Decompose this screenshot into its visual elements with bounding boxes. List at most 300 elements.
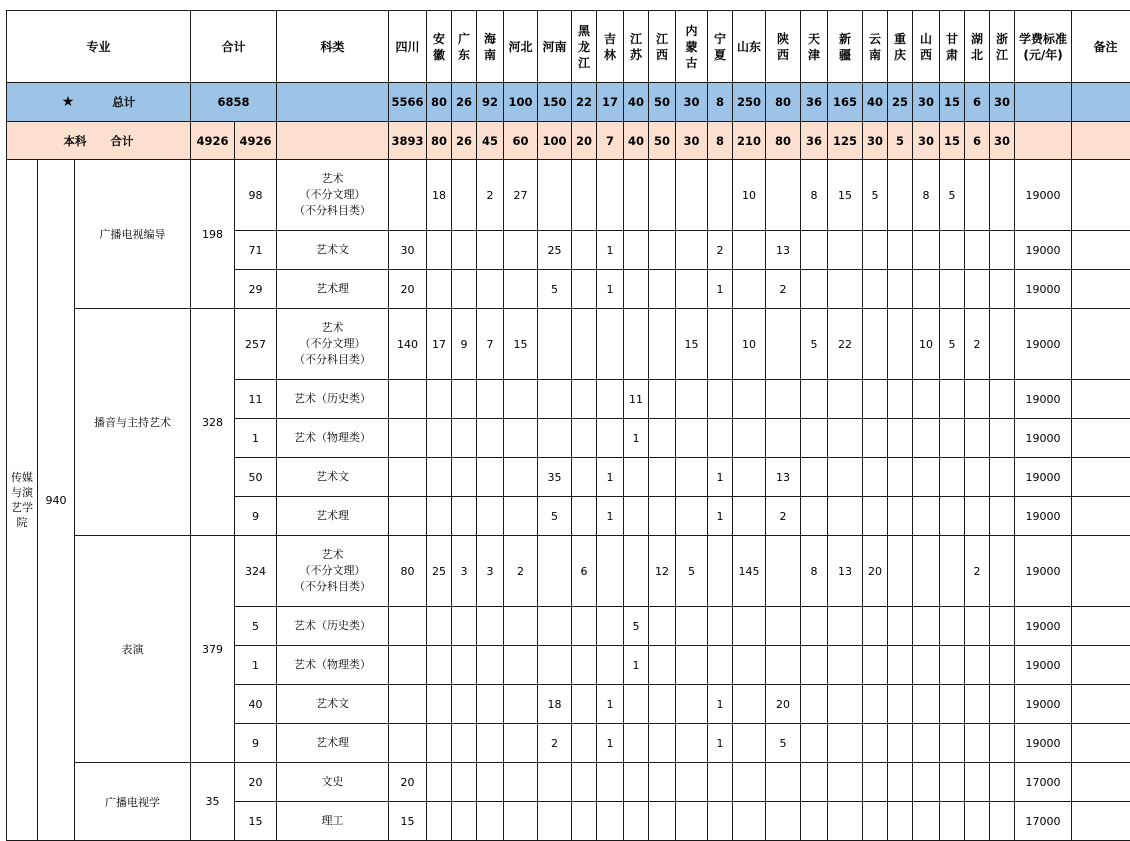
remark-cell bbox=[1072, 122, 1130, 160]
province-value bbox=[913, 231, 940, 270]
header-province-label: 湖北 bbox=[971, 31, 984, 62]
province-value bbox=[572, 763, 597, 802]
undergrad-label-1: 本科 bbox=[63, 133, 87, 148]
province-value bbox=[676, 270, 708, 309]
province-value bbox=[965, 497, 990, 536]
province-value: 18 bbox=[538, 685, 572, 724]
province-value bbox=[452, 380, 477, 419]
province-value bbox=[676, 607, 708, 646]
grand-total-row bbox=[7, 83, 1130, 122]
province-value: 50 bbox=[649, 122, 676, 160]
province-value: 40 bbox=[863, 83, 888, 122]
header-province bbox=[965, 11, 990, 83]
province-value bbox=[708, 419, 733, 458]
header-province-label: 安徽 bbox=[433, 31, 446, 62]
province-value bbox=[538, 160, 572, 231]
province-value bbox=[990, 419, 1015, 458]
province-value bbox=[940, 724, 965, 763]
province-value bbox=[649, 497, 676, 536]
province-value: 3893 bbox=[389, 122, 427, 160]
header-total: 合计 bbox=[191, 11, 277, 83]
fee-cell: 19000 bbox=[1015, 646, 1072, 685]
table-row bbox=[7, 536, 1130, 607]
province-value bbox=[888, 607, 913, 646]
province-value: 26 bbox=[452, 122, 477, 160]
header-province-label: 海南 bbox=[484, 31, 497, 62]
province-value bbox=[389, 724, 427, 763]
province-value bbox=[624, 724, 649, 763]
province-value bbox=[990, 536, 1015, 607]
province-value bbox=[649, 646, 676, 685]
table-row bbox=[7, 160, 1130, 231]
province-value bbox=[649, 419, 676, 458]
province-value bbox=[504, 724, 538, 763]
province-value: 25 bbox=[888, 83, 913, 122]
province-value bbox=[676, 497, 708, 536]
province-value: 9 bbox=[452, 309, 477, 380]
province-value bbox=[801, 607, 828, 646]
province-value: 17 bbox=[427, 309, 452, 380]
category-cell: 艺术 （不分文理） （不分科目类） bbox=[277, 309, 389, 380]
province-value bbox=[766, 607, 801, 646]
province-value: 20 bbox=[766, 685, 801, 724]
province-value bbox=[708, 802, 733, 841]
province-value: 80 bbox=[766, 83, 801, 122]
header-province-label: 河南 bbox=[542, 39, 567, 54]
remark-cell bbox=[1072, 419, 1130, 458]
province-value: 1 bbox=[597, 724, 624, 763]
province-value bbox=[990, 763, 1015, 802]
remark-cell bbox=[1072, 724, 1130, 763]
row-count: 257 bbox=[235, 309, 277, 380]
province-value bbox=[863, 458, 888, 497]
province-value bbox=[504, 685, 538, 724]
province-value bbox=[888, 458, 913, 497]
province-value bbox=[965, 160, 990, 231]
province-value bbox=[427, 380, 452, 419]
province-value bbox=[990, 497, 1015, 536]
province-value: 100 bbox=[504, 83, 538, 122]
province-value bbox=[597, 419, 624, 458]
province-value: 1 bbox=[597, 497, 624, 536]
province-value: 2 bbox=[477, 160, 504, 231]
province-value bbox=[990, 607, 1015, 646]
province-value bbox=[965, 380, 990, 419]
undergrad-sum-2: 4926 bbox=[235, 122, 277, 160]
province-value bbox=[801, 458, 828, 497]
province-value: 45 bbox=[477, 122, 504, 160]
province-value bbox=[913, 419, 940, 458]
fee-cell: 17000 bbox=[1015, 802, 1072, 841]
province-value: 22 bbox=[828, 309, 863, 380]
province-value: 1 bbox=[597, 231, 624, 270]
province-value bbox=[389, 685, 427, 724]
province-value bbox=[940, 270, 965, 309]
province-value: 20 bbox=[572, 122, 597, 160]
province-value bbox=[649, 763, 676, 802]
fee-cell: 19000 bbox=[1015, 724, 1072, 763]
college-name bbox=[7, 160, 38, 841]
province-value: 2 bbox=[965, 309, 990, 380]
province-value bbox=[913, 802, 940, 841]
province-value bbox=[801, 802, 828, 841]
province-value bbox=[597, 309, 624, 380]
province-value bbox=[389, 458, 427, 497]
province-value: 140 bbox=[389, 309, 427, 380]
province-value bbox=[863, 419, 888, 458]
row-count: 15 bbox=[235, 802, 277, 841]
province-value bbox=[624, 497, 649, 536]
province-value bbox=[477, 270, 504, 309]
category-cell: 艺术理 bbox=[277, 497, 389, 536]
province-value: 80 bbox=[427, 83, 452, 122]
province-value: 2 bbox=[504, 536, 538, 607]
province-value: 20 bbox=[389, 763, 427, 802]
province-value bbox=[863, 802, 888, 841]
province-value bbox=[538, 380, 572, 419]
province-value: 18 bbox=[427, 160, 452, 231]
province-value: 150 bbox=[538, 83, 572, 122]
header-province-label: 江西 bbox=[656, 31, 669, 62]
undergrad-total-row bbox=[7, 122, 1130, 160]
province-value bbox=[477, 646, 504, 685]
category-cell: 艺术文 bbox=[277, 458, 389, 497]
province-value bbox=[965, 231, 990, 270]
province-value bbox=[624, 160, 649, 231]
province-value bbox=[863, 270, 888, 309]
header-province bbox=[863, 11, 888, 83]
undergrad-label bbox=[7, 122, 191, 160]
province-value bbox=[965, 685, 990, 724]
province-value bbox=[597, 380, 624, 419]
remark-cell bbox=[1072, 607, 1130, 646]
remark-cell bbox=[1072, 685, 1130, 724]
province-value: 1 bbox=[597, 458, 624, 497]
province-value bbox=[801, 724, 828, 763]
header-province-label: 新疆 bbox=[839, 31, 852, 62]
fee-cell: 19000 bbox=[1015, 380, 1072, 419]
remark-cell bbox=[1072, 270, 1130, 309]
province-value: 100 bbox=[538, 122, 572, 160]
province-value bbox=[504, 231, 538, 270]
province-value: 5 bbox=[538, 497, 572, 536]
province-value bbox=[538, 802, 572, 841]
row-count: 9 bbox=[235, 724, 277, 763]
province-value bbox=[940, 763, 965, 802]
header-province bbox=[427, 11, 452, 83]
province-value bbox=[676, 419, 708, 458]
province-value: 2 bbox=[766, 270, 801, 309]
province-value bbox=[913, 497, 940, 536]
province-value: 13 bbox=[766, 458, 801, 497]
fee-cell: 19000 bbox=[1015, 231, 1072, 270]
province-value bbox=[965, 270, 990, 309]
province-value bbox=[427, 685, 452, 724]
remark-cell bbox=[1072, 802, 1130, 841]
province-value bbox=[708, 160, 733, 231]
header-province-label: 宁夏 bbox=[714, 31, 727, 62]
province-value bbox=[676, 685, 708, 724]
province-value: 36 bbox=[801, 122, 828, 160]
province-value bbox=[538, 309, 572, 380]
province-value bbox=[676, 231, 708, 270]
row-count: 20 bbox=[235, 763, 277, 802]
row-count: 324 bbox=[235, 536, 277, 607]
province-value bbox=[733, 646, 766, 685]
major-total: 328 bbox=[191, 309, 235, 536]
category-cell: 艺术（历史类） bbox=[277, 380, 389, 419]
province-value bbox=[708, 646, 733, 685]
province-value bbox=[427, 724, 452, 763]
province-value bbox=[828, 497, 863, 536]
province-value bbox=[427, 231, 452, 270]
province-value bbox=[389, 497, 427, 536]
province-value bbox=[733, 607, 766, 646]
header-province-label: 黑龙江 bbox=[578, 23, 591, 70]
province-value bbox=[538, 419, 572, 458]
province-value: 8 bbox=[801, 536, 828, 607]
province-value bbox=[940, 497, 965, 536]
province-value bbox=[504, 607, 538, 646]
header-province bbox=[389, 11, 427, 83]
province-value bbox=[913, 646, 940, 685]
remark-cell bbox=[1072, 458, 1130, 497]
row-count: 50 bbox=[235, 458, 277, 497]
province-value: 17 bbox=[597, 83, 624, 122]
province-value bbox=[913, 724, 940, 763]
province-value bbox=[990, 270, 1015, 309]
province-value: 40 bbox=[624, 122, 649, 160]
province-value bbox=[940, 685, 965, 724]
province-value bbox=[427, 458, 452, 497]
province-value bbox=[597, 646, 624, 685]
province-value bbox=[940, 419, 965, 458]
province-value bbox=[733, 724, 766, 763]
province-value bbox=[766, 802, 801, 841]
category-cell: 艺术理 bbox=[277, 724, 389, 763]
province-value bbox=[708, 607, 733, 646]
province-value bbox=[888, 380, 913, 419]
province-value bbox=[572, 458, 597, 497]
province-value bbox=[477, 497, 504, 536]
category-cell: 艺术（历史类） bbox=[277, 607, 389, 646]
province-value bbox=[389, 607, 427, 646]
remark-cell bbox=[1072, 646, 1130, 685]
province-value: 30 bbox=[913, 122, 940, 160]
province-value: 30 bbox=[990, 83, 1015, 122]
row-count: 1 bbox=[235, 646, 277, 685]
province-value bbox=[766, 646, 801, 685]
header-province-label: 甘肃 bbox=[946, 31, 959, 62]
province-value bbox=[733, 380, 766, 419]
province-value bbox=[452, 497, 477, 536]
province-value bbox=[766, 763, 801, 802]
province-value: 210 bbox=[733, 122, 766, 160]
province-value: 50 bbox=[649, 83, 676, 122]
province-value: 20 bbox=[863, 536, 888, 607]
province-value bbox=[801, 685, 828, 724]
province-value bbox=[913, 380, 940, 419]
province-value bbox=[504, 646, 538, 685]
province-value bbox=[477, 724, 504, 763]
province-value: 27 bbox=[504, 160, 538, 231]
row-count: 40 bbox=[235, 685, 277, 724]
province-value: 2 bbox=[766, 497, 801, 536]
fee-cell: 17000 bbox=[1015, 763, 1072, 802]
province-value bbox=[828, 458, 863, 497]
province-value bbox=[572, 309, 597, 380]
province-value: 3 bbox=[477, 536, 504, 607]
province-value bbox=[888, 309, 913, 380]
header-province-label: 云南 bbox=[869, 31, 882, 62]
province-value bbox=[888, 270, 913, 309]
undergrad-sum-1: 4926 bbox=[191, 122, 235, 160]
province-value bbox=[990, 231, 1015, 270]
province-value: 13 bbox=[766, 231, 801, 270]
province-value bbox=[940, 646, 965, 685]
province-value bbox=[504, 380, 538, 419]
province-value bbox=[913, 607, 940, 646]
province-value bbox=[427, 497, 452, 536]
province-value: 1 bbox=[597, 685, 624, 724]
province-value bbox=[888, 536, 913, 607]
province-value bbox=[649, 380, 676, 419]
province-value: 10 bbox=[733, 309, 766, 380]
province-value: 5566 bbox=[389, 83, 427, 122]
table-row bbox=[7, 309, 1130, 380]
header-fee: 学费标准(元/年) bbox=[1015, 11, 1072, 83]
province-value bbox=[965, 802, 990, 841]
grand-total-label bbox=[7, 83, 191, 122]
province-value bbox=[477, 458, 504, 497]
table-row bbox=[7, 763, 1130, 802]
province-value bbox=[828, 607, 863, 646]
province-value bbox=[427, 270, 452, 309]
province-value bbox=[828, 231, 863, 270]
province-value bbox=[572, 270, 597, 309]
province-value: 92 bbox=[477, 83, 504, 122]
province-value bbox=[801, 231, 828, 270]
undergrad-label-2: 合计 bbox=[110, 133, 134, 148]
province-value bbox=[572, 724, 597, 763]
province-value bbox=[649, 802, 676, 841]
province-value bbox=[828, 724, 863, 763]
province-value: 1 bbox=[708, 724, 733, 763]
province-value bbox=[940, 380, 965, 419]
province-value bbox=[389, 160, 427, 231]
province-value bbox=[733, 419, 766, 458]
province-value bbox=[504, 458, 538, 497]
major-name: 广播电视编导 bbox=[75, 160, 191, 309]
province-value bbox=[965, 419, 990, 458]
province-value bbox=[452, 763, 477, 802]
category-cell: 艺术（物理类） bbox=[277, 419, 389, 458]
header-province-label: 天津 bbox=[808, 31, 821, 62]
province-value bbox=[990, 646, 1015, 685]
province-value bbox=[676, 724, 708, 763]
province-value: 7 bbox=[477, 309, 504, 380]
province-value bbox=[624, 270, 649, 309]
province-value bbox=[940, 607, 965, 646]
province-value bbox=[801, 270, 828, 309]
province-value bbox=[990, 802, 1015, 841]
province-value bbox=[965, 724, 990, 763]
province-value bbox=[452, 724, 477, 763]
province-value bbox=[801, 419, 828, 458]
category-cell: 艺术文 bbox=[277, 231, 389, 270]
province-value bbox=[477, 763, 504, 802]
province-value bbox=[676, 802, 708, 841]
header-remark: 备注 bbox=[1072, 11, 1130, 83]
province-value: 25 bbox=[427, 536, 452, 607]
province-value: 1 bbox=[708, 458, 733, 497]
province-value bbox=[452, 802, 477, 841]
province-value: 80 bbox=[427, 122, 452, 160]
province-value bbox=[888, 724, 913, 763]
province-value bbox=[477, 802, 504, 841]
province-value bbox=[477, 231, 504, 270]
province-value: 36 bbox=[801, 83, 828, 122]
province-value bbox=[940, 231, 965, 270]
row-count: 9 bbox=[235, 497, 277, 536]
header-province bbox=[990, 11, 1015, 83]
province-value bbox=[597, 763, 624, 802]
province-value bbox=[538, 646, 572, 685]
province-value bbox=[990, 160, 1015, 231]
province-value: 250 bbox=[733, 83, 766, 122]
province-value bbox=[572, 607, 597, 646]
province-value bbox=[624, 458, 649, 497]
province-value bbox=[828, 763, 863, 802]
province-value bbox=[863, 607, 888, 646]
province-value bbox=[828, 646, 863, 685]
province-value bbox=[427, 646, 452, 685]
province-value: 22 bbox=[572, 83, 597, 122]
remark-cell bbox=[1072, 83, 1130, 122]
remark-cell bbox=[1072, 160, 1130, 231]
province-value bbox=[888, 646, 913, 685]
province-value bbox=[538, 763, 572, 802]
province-value bbox=[624, 536, 649, 607]
province-value: 8 bbox=[913, 160, 940, 231]
fee-cell bbox=[1015, 83, 1072, 122]
grand-total-text: 总计 bbox=[112, 95, 136, 109]
province-value bbox=[572, 685, 597, 724]
province-value bbox=[965, 763, 990, 802]
header-province bbox=[801, 11, 828, 83]
province-value bbox=[389, 419, 427, 458]
province-value bbox=[801, 646, 828, 685]
header-major: 专业 bbox=[7, 11, 191, 83]
province-value: 6 bbox=[572, 536, 597, 607]
header-row bbox=[7, 11, 1130, 83]
province-value bbox=[913, 763, 940, 802]
province-value bbox=[624, 802, 649, 841]
province-value bbox=[733, 497, 766, 536]
remark-cell bbox=[1072, 231, 1130, 270]
province-value: 40 bbox=[624, 83, 649, 122]
header-province-label: 吉林 bbox=[604, 31, 617, 62]
header-province bbox=[913, 11, 940, 83]
province-value bbox=[733, 231, 766, 270]
province-value: 30 bbox=[863, 122, 888, 160]
province-value: 6 bbox=[965, 83, 990, 122]
category-cell: 艺术理 bbox=[277, 270, 389, 309]
fee-cell: 19000 bbox=[1015, 536, 1072, 607]
province-value: 1 bbox=[597, 270, 624, 309]
fee-cell: 19000 bbox=[1015, 458, 1072, 497]
province-value bbox=[452, 419, 477, 458]
